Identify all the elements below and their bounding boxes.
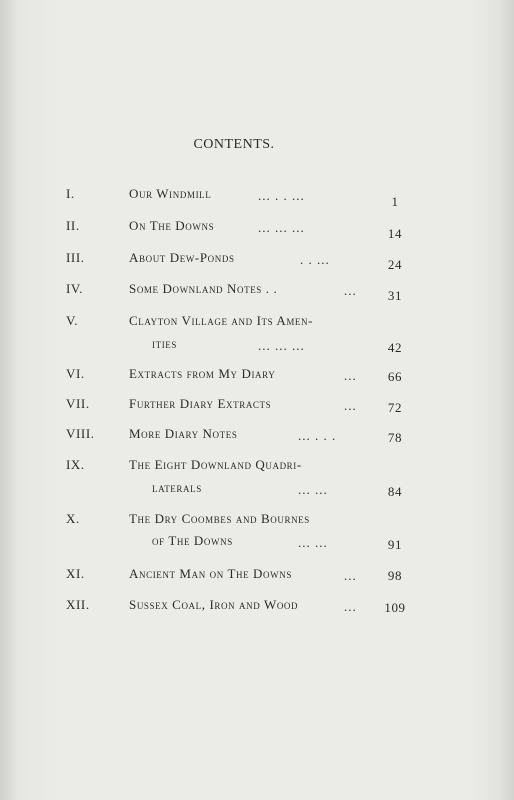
- page-number: 84: [387, 484, 403, 499]
- chapter-number: VIII.: [66, 426, 95, 441]
- leader-dots: ... ...: [298, 535, 328, 550]
- chapter-title: Further Diary Extracts: [129, 396, 272, 411]
- leader-dots: ...: [344, 398, 357, 413]
- leader-dots: . . ...: [300, 252, 330, 267]
- leader-dots: ...: [344, 568, 357, 583]
- chapter-number: IX.: [66, 457, 85, 472]
- chapter-title: Some Downland Notes . .: [129, 281, 278, 296]
- chapter-title: The Eight Downland Quadri-: [129, 457, 302, 472]
- chapter-title: Ancient Man on The Downs: [129, 566, 292, 581]
- chapter-title: More Diary Notes: [129, 426, 238, 441]
- chapter-number: III.: [66, 250, 85, 265]
- chapter-number: VI.: [66, 366, 85, 381]
- chapter-title: Extracts from My Diary: [129, 366, 276, 381]
- leader-dots: ...: [344, 368, 357, 383]
- page-number: 1: [391, 194, 399, 209]
- chapter-number: XII.: [66, 597, 90, 612]
- page-number: 72: [387, 400, 403, 415]
- leader-dots: ... ... ...: [258, 338, 305, 353]
- chapter-number: X.: [66, 511, 80, 526]
- chapter-title-continued: laterals: [152, 480, 202, 495]
- chapter-number: II.: [66, 218, 80, 233]
- page-number: 31: [387, 288, 403, 303]
- page-number: 78: [387, 430, 403, 445]
- page-number: 66: [387, 369, 403, 384]
- chapter-title-continued: ities: [152, 336, 177, 351]
- page-number: 91: [387, 537, 403, 552]
- chapter-title: On The Downs: [129, 218, 215, 233]
- page-number: 24: [387, 257, 403, 272]
- chapter-number: IV.: [66, 281, 84, 296]
- chapter-title: Clayton Village and Its Amen-: [129, 313, 314, 328]
- leader-dots: ... ... ...: [258, 220, 305, 235]
- chapter-number: V.: [66, 313, 79, 328]
- chapter-title: Our Windmill: [129, 186, 212, 201]
- chapter-number: XI.: [66, 566, 85, 581]
- page-number: 98: [387, 568, 403, 583]
- leader-dots: ... . . .: [298, 428, 337, 443]
- leader-dots: ... . . ...: [258, 188, 305, 203]
- chapter-title: About Dew-Ponds: [129, 250, 235, 265]
- leader-dots: ...: [344, 283, 357, 298]
- page-title: CONTENTS.: [193, 137, 275, 152]
- page-number: 109: [384, 600, 406, 615]
- chapter-title: The Dry Coombes and Bournes: [129, 511, 310, 526]
- chapter-title: Sussex Coal, Iron and Wood: [129, 597, 299, 612]
- leader-dots: ...: [344, 599, 357, 614]
- chapter-title-continued: of The Downs: [152, 533, 233, 548]
- page-number: 14: [387, 226, 403, 241]
- chapter-number: VII.: [66, 396, 90, 411]
- leader-dots: ... ...: [298, 482, 328, 497]
- chapter-number: I.: [66, 186, 75, 201]
- page-number: 42: [387, 340, 403, 355]
